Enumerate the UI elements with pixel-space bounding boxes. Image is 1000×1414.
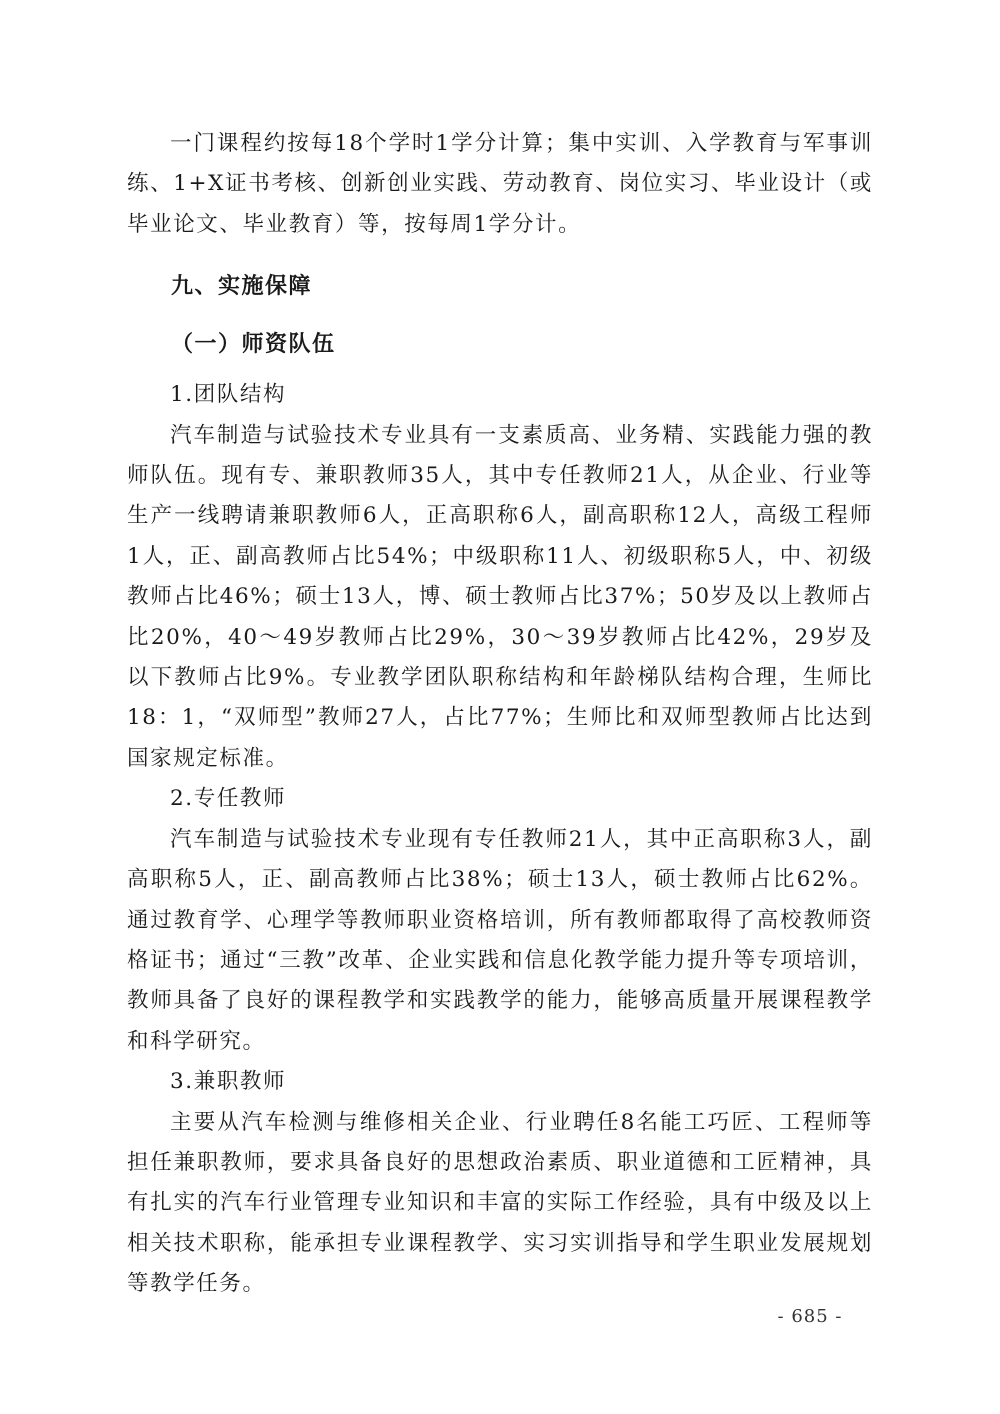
item-body-full-time-teachers: 汽车制造与试验技术专业现有专任教师21人，其中正高职称3人，副高职称5人，正、副高教师占比38%；硕士13人，硕士教师占比62%。通过教育学、心理学等教师职业资格培训，所有教师都取得了高校教师资格证书；通过“三教”改革、企业实践和信息化教学能力提升等专项培训，教师具备了良好的课程教学和实践教学的能力，能够高质量开展课程教学和科学研究。 bbox=[127, 826, 873, 1054]
page-number: - 685 - bbox=[777, 1306, 843, 1327]
item-title-full-time-teachers: 2.专任教师 bbox=[170, 786, 287, 812]
document-page bbox=[127, 124, 873, 1305]
subsection-heading: （一）师资队伍 bbox=[171, 332, 336, 358]
section-heading: 九、实施保障 bbox=[171, 274, 313, 300]
intro-paragraph: 一门课程约按每18个学时1学分计算；集中实训、入学教育与军事训练、1+X证书考核、创新创业实践、劳动教育、岗位实习、毕业设计（或毕业论文、毕业教育）等，按每周1学分计。 bbox=[127, 131, 873, 237]
item-title-team-structure: 1.团队结构 bbox=[170, 382, 287, 408]
item-body-team-structure: 汽车制造与试验技术专业具有一支素质高、业务精、实践能力强的教师队伍。现有专、兼职教师35人，其中专任教师21人，从企业、行业等生产一线聘请兼职教师6人，正高职称6人，副高职称12人，高级工程师1人，正、副高教师占比54%；中级职称11人、初级职称5人，中、初级教师占比46%；硕士13人，博、硕士教师占比37%；50岁及以上教师占比20%，40～49岁教师占比29%，30～39岁教师占比42%，29岁及以下教师占比9%。专业教学团队职称结构和年龄梯队结构合理，生师比18：1，“双师型”教师27人，占比77%；生师比和双师型教师占比达到国家规定标准。 bbox=[127, 422, 873, 771]
item-title-part-time-teachers: 3.兼职教师 bbox=[170, 1069, 287, 1095]
item-body-part-time-teachers: 主要从汽车检测与维修相关企业、行业聘任8名能工巧匠、工程师等担任兼职教师，要求具备良好的思想政治素质、职业道德和工匠精神，具有扎实的汽车行业管理专业知识和丰富的实际工作经验，具有中级及以上相关技术职称，能承担专业课程教学、实习实训指导和学生职业发展规划等教学任务。 bbox=[127, 1109, 873, 1297]
